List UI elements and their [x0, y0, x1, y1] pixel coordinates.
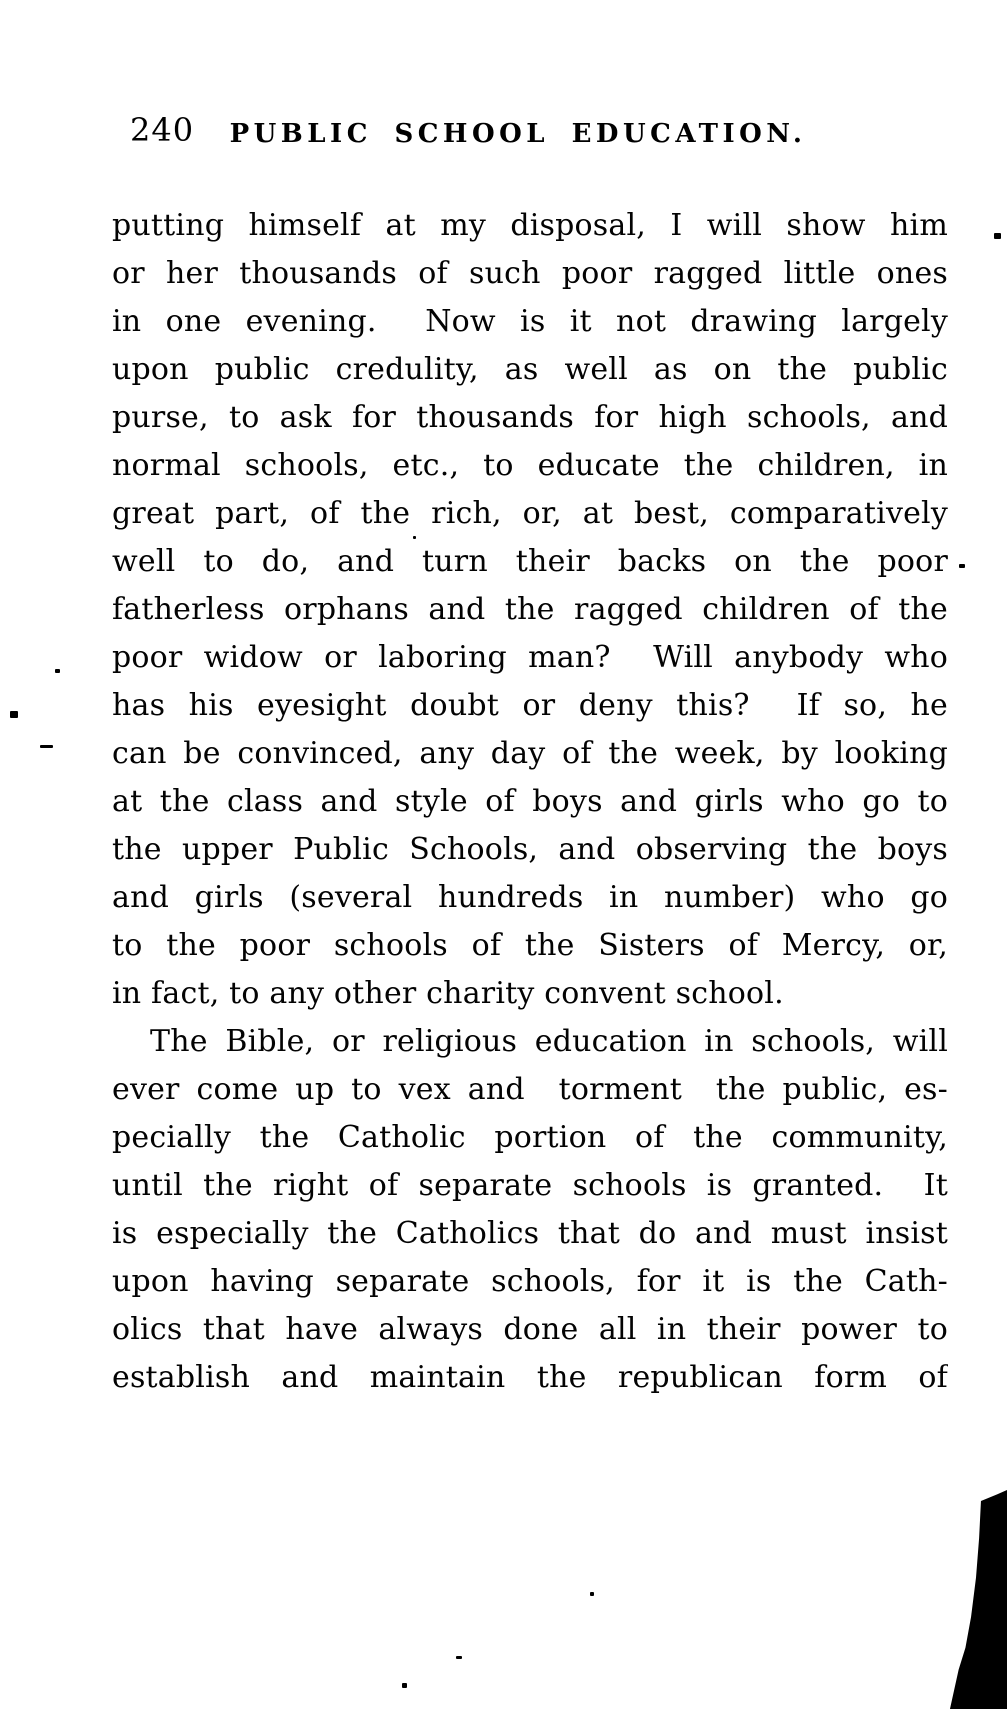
text-line: establish and maintain the republican form of — [112, 1360, 948, 1395]
body-text — [112, 202, 948, 1402]
text-line: the upper Public Schools, and observing the boys — [112, 832, 948, 867]
ink-speck — [959, 564, 965, 568]
text-line: in fact, to any other charity convent school. — [112, 976, 784, 1011]
text-line: pecially the Catholic portion of the community, — [112, 1120, 948, 1155]
scan-shadow-artifact — [945, 1490, 1007, 1709]
text-line: and girls (several hundreds in number) who go — [112, 880, 948, 915]
ink-speck — [10, 711, 18, 718]
running-head-title: PUBLIC SCHOOL EDUCATION. — [229, 119, 807, 149]
ink-speck — [40, 745, 53, 748]
text-line: upon having separate schools, for it is the Cath- — [112, 1264, 948, 1299]
text-line: until the right of separate schools is granted. It — [112, 1168, 948, 1203]
text-line: fatherless orphans and the ragged children of the — [112, 592, 948, 627]
ink-speck — [994, 233, 1001, 239]
text-line: at the class and style of boys and girls who go to — [112, 784, 948, 819]
ink-speck — [590, 1592, 594, 1596]
text-line: can be convinced, any day of the week, by looking — [112, 736, 948, 771]
ink-speck — [413, 536, 416, 539]
ink-speck — [402, 1683, 407, 1688]
text-line: great part, of the rich, or, at best, comparatively — [112, 496, 948, 531]
text-line: to the poor schools of the Sisters of Mercy, or, — [112, 928, 948, 963]
text-line: well to do, and turn their backs on the poor — [112, 544, 948, 579]
ink-speck — [456, 1656, 462, 1659]
text-line: or her thousands of such poor ragged little ones — [112, 256, 948, 291]
text-line: is especially the Catholics that do and must insist — [112, 1216, 948, 1251]
text-line: in one evening. Now is it not drawing largely — [112, 304, 948, 339]
text-line: upon public credulity, as well as on the public — [112, 352, 948, 387]
text-line: putting himself at my disposal, I will show him — [112, 208, 948, 243]
text-line: has his eyesight doubt or deny this? If so, he — [112, 688, 948, 723]
text-line: normal schools, etc., to educate the children, in — [112, 448, 948, 483]
text-line: olics that have always done all in their power to — [112, 1312, 948, 1347]
text-line: The Bible, or religious education in schools, will — [150, 1024, 948, 1059]
page-number: 240 — [130, 111, 195, 149]
ink-speck — [55, 669, 60, 673]
text-line: purse, to ask for thousands for high schools, and — [112, 400, 948, 435]
text-line: poor widow or laboring man? Will anybody who — [112, 640, 948, 675]
text-line: ever come up to vex and torment the public, es- — [112, 1072, 948, 1107]
